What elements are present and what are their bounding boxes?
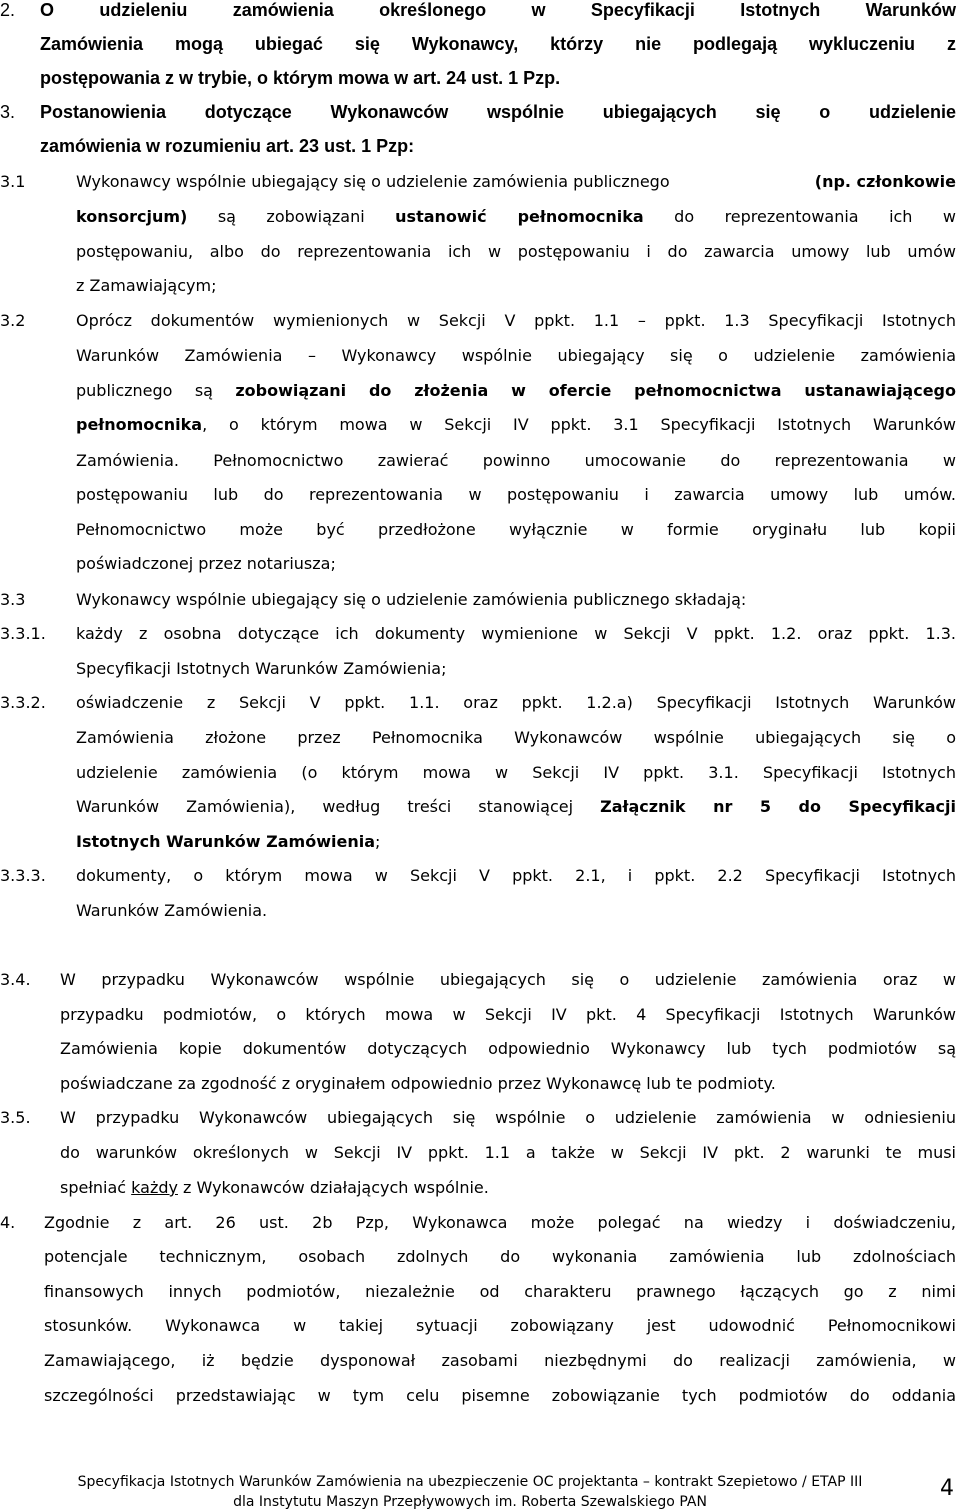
paragraph-line: Zgodnie z art. 26 ust. 2b Pzp, Wykonawca może polegać na wiedzy i doświadczeniu, [44,1213,956,1232]
footer-line: dla Instytutu Maszyn Przepływowych im. Roberta Szewalskiego PAN [233,1494,707,1510]
section-number: 3.2 [0,311,26,330]
paragraph-line [60,1178,489,1197]
text-run-bold: ustanowić pełnomocnika [395,207,644,226]
paragraph-line: Zamówienia. Pełnomocnictwo zawierać powinno umocowanie do reprezentowania w [76,451,956,470]
section-number: 3.3.2. [0,693,46,712]
paragraph-line: potencjale technicznym, osobach zdolnych do wykonania zamówienia lub zdolnościach [44,1247,956,1266]
text-run: z Wykonawców działających wspólnie. [177,1178,489,1197]
paragraph-line [76,415,956,434]
text-run: Warunków Zamówienia), według treści stanowiącej [76,797,601,816]
paragraph-line: postępowania z w trybie, o którym mowa w art. 24 ust. 1 Pzp. [40,68,561,88]
paragraph-line: Zamówienia kopie dokumentów dotyczących odpowiednio Wykonawcy lub tych podmiotów są [60,1039,956,1058]
paragraph-line: do warunków określonych w Sekcji IV ppkt. 1.1 a także w Sekcji IV pkt. 2 warunki te musi [60,1143,956,1162]
paragraph-line: oświadczenie z Sekcji V ppkt. 1.1. oraz ppkt. 1.2.a) Specyfikacji Istotnych Warunków [76,693,956,712]
paragraph-line: Warunków Zamówienia. [76,901,268,920]
section-number: 3. [0,102,16,122]
paragraph-line: Postanowienia dotyczące Wykonawców wspólnie ubiegających się o udzielenie [40,102,956,122]
section-number: 3.3.3. [0,866,46,885]
paragraph-line: przypadku podmiotów, o których mowa w Sekcji IV pkt. 4 Specyfikacji Istotnych Warunków [60,1005,956,1024]
paragraph-line: szczególności przedstawiając w tym celu pisemne zobowiązanie tych podmiotów do oddania [44,1386,956,1405]
text-run-bold: zobowiązani do złożenia w ofercie pełnomocnictwa ustanawiającego [235,381,957,400]
paragraph-line: Oprócz dokumentów wymienionych w Sekcji V ppkt. 1.1 – ppkt. 1.3 Specyfikacji Istotnych [76,311,956,330]
paragraph-line: Specyfikacji Istotnych Warunków Zamówienia; [76,659,447,678]
paragraph-line [76,832,380,851]
section-number: 3.3 [0,590,26,609]
paragraph-line: zamówienia w rozumieniu art. 23 ust. 1 Pzp: [40,136,415,156]
text-run: ; [374,832,381,851]
page-footer [30,1472,910,1512]
text-run: Wykonawcy wspólnie ubiegający się o udzielenie zamówienia publicznego [76,172,670,191]
paragraph-line: W przypadku Wykonawców wspólnie ubiegających się o udzielenie zamówienia oraz w [60,970,956,989]
paragraph-line: Zamówienia złożone przez Pełnomocnika Wykonawców wspólnie ubiegających się o [76,728,956,747]
footer-line: Specyfikacja Istotnych Warunków Zamówienia na ubezpieczenie OC projektanta – kontrakt Szepietowo / ETAP III [77,1474,863,1490]
paragraph-line: poświadczane za zgodność z oryginałem odpowiednio przez Wykonawcę lub te podmioty. [60,1074,776,1093]
paragraph-line [76,172,956,191]
text-run-bold: konsorcjum) [76,207,188,226]
paragraph-line: stosunków. Wykonawca w takiej sytuacji zobowiązany jest udowodnić Pełnomocnikowi [44,1316,956,1335]
paragraph-line: Wykonawcy wspólnie ubiegający się o udzielenie zamówienia publicznego składają: [76,590,747,609]
section-number: 3.1 [0,172,26,191]
paragraph-line: Warunków Zamówienia – Wykonawcy wspólnie ubiegający się o udzielenie zamówienia [76,346,956,365]
text-run-bold: Załącznik nr 5 do Specyfikacji [600,797,957,816]
paragraph-line [76,381,956,400]
text-run: publicznego są [76,381,236,400]
paragraph-line: udzielenie zamówienia (o którym mowa w Sekcji IV ppkt. 3.1. Specyfikacji Istotnych [76,763,956,782]
text-run: do reprezentowania ich w [643,207,956,226]
paragraph-line: W przypadku Wykonawców ubiegających się wspólnie o udzielenie zamówienia w odniesieniu [60,1108,956,1127]
paragraph-line: O udzieleniu zamówienia określonego w Specyfikacji Istotnych Warunków [40,0,956,20]
paragraph-line: każdy z osobna dotyczące ich dokumenty wymienione w Sekcji V ppkt. 1.2. oraz ppkt. 1.3. [76,624,956,643]
paragraph-line [76,797,956,816]
paragraph-line [76,207,956,226]
section-number: 3.3.1. [0,624,46,643]
paragraph-line: finansowych innych podmiotów, niezależnie od charakteru prawnego łączących go z nimi [44,1282,956,1301]
paragraph-line: postępowaniu lub do reprezentowania w postępowaniu i zawarcia umowy lub umów. [76,485,956,504]
paragraph-line: z Zamawiającym; [76,276,217,295]
text-run-bold: Istotnych Warunków Zamówienia [76,832,375,851]
paragraph-line: postępowaniu, albo do reprezentowania ich w postępowaniu i do zawarcia umowy lub umów [76,242,956,261]
paragraph-line: Pełnomocnictwo może być przedłożone wyłącznie w formie oryginału lub kopii [76,520,956,539]
text-run-bold: pełnomocnika [76,415,203,434]
text-run: są zobowiązani [187,207,396,226]
text-run-bold: (np. członkowie [814,172,956,191]
page-number: 4 [940,1476,954,1501]
paragraph-line: Zamawiającego, iż będzie dysponował zasobami niezbędnymi do realizacji zamówienia, w [44,1351,956,1370]
text-run-underlined: każdy [131,1178,178,1197]
section-number: 4. [0,1213,16,1232]
paragraph-line: poświadczonej przez notariusza; [76,554,336,573]
paragraph-line: Zamówienia mogą ubiegać się Wykonawcy, którzy nie podlegają wykluczeniu z [40,34,956,54]
section-number: 2. [0,0,16,20]
section-number: 3.4. [0,970,31,989]
text-run: , o którym mowa w Sekcji IV ppkt. 3.1 Specyfikacji Istotnych Warunków [202,415,956,434]
text-run: spełniać [60,1178,132,1197]
section-number: 3.5. [0,1108,31,1127]
paragraph-line: dokumenty, o którym mowa w Sekcji V ppkt. 2.1, i ppkt. 2.2 Specyfikacji Istotnych [76,866,956,885]
